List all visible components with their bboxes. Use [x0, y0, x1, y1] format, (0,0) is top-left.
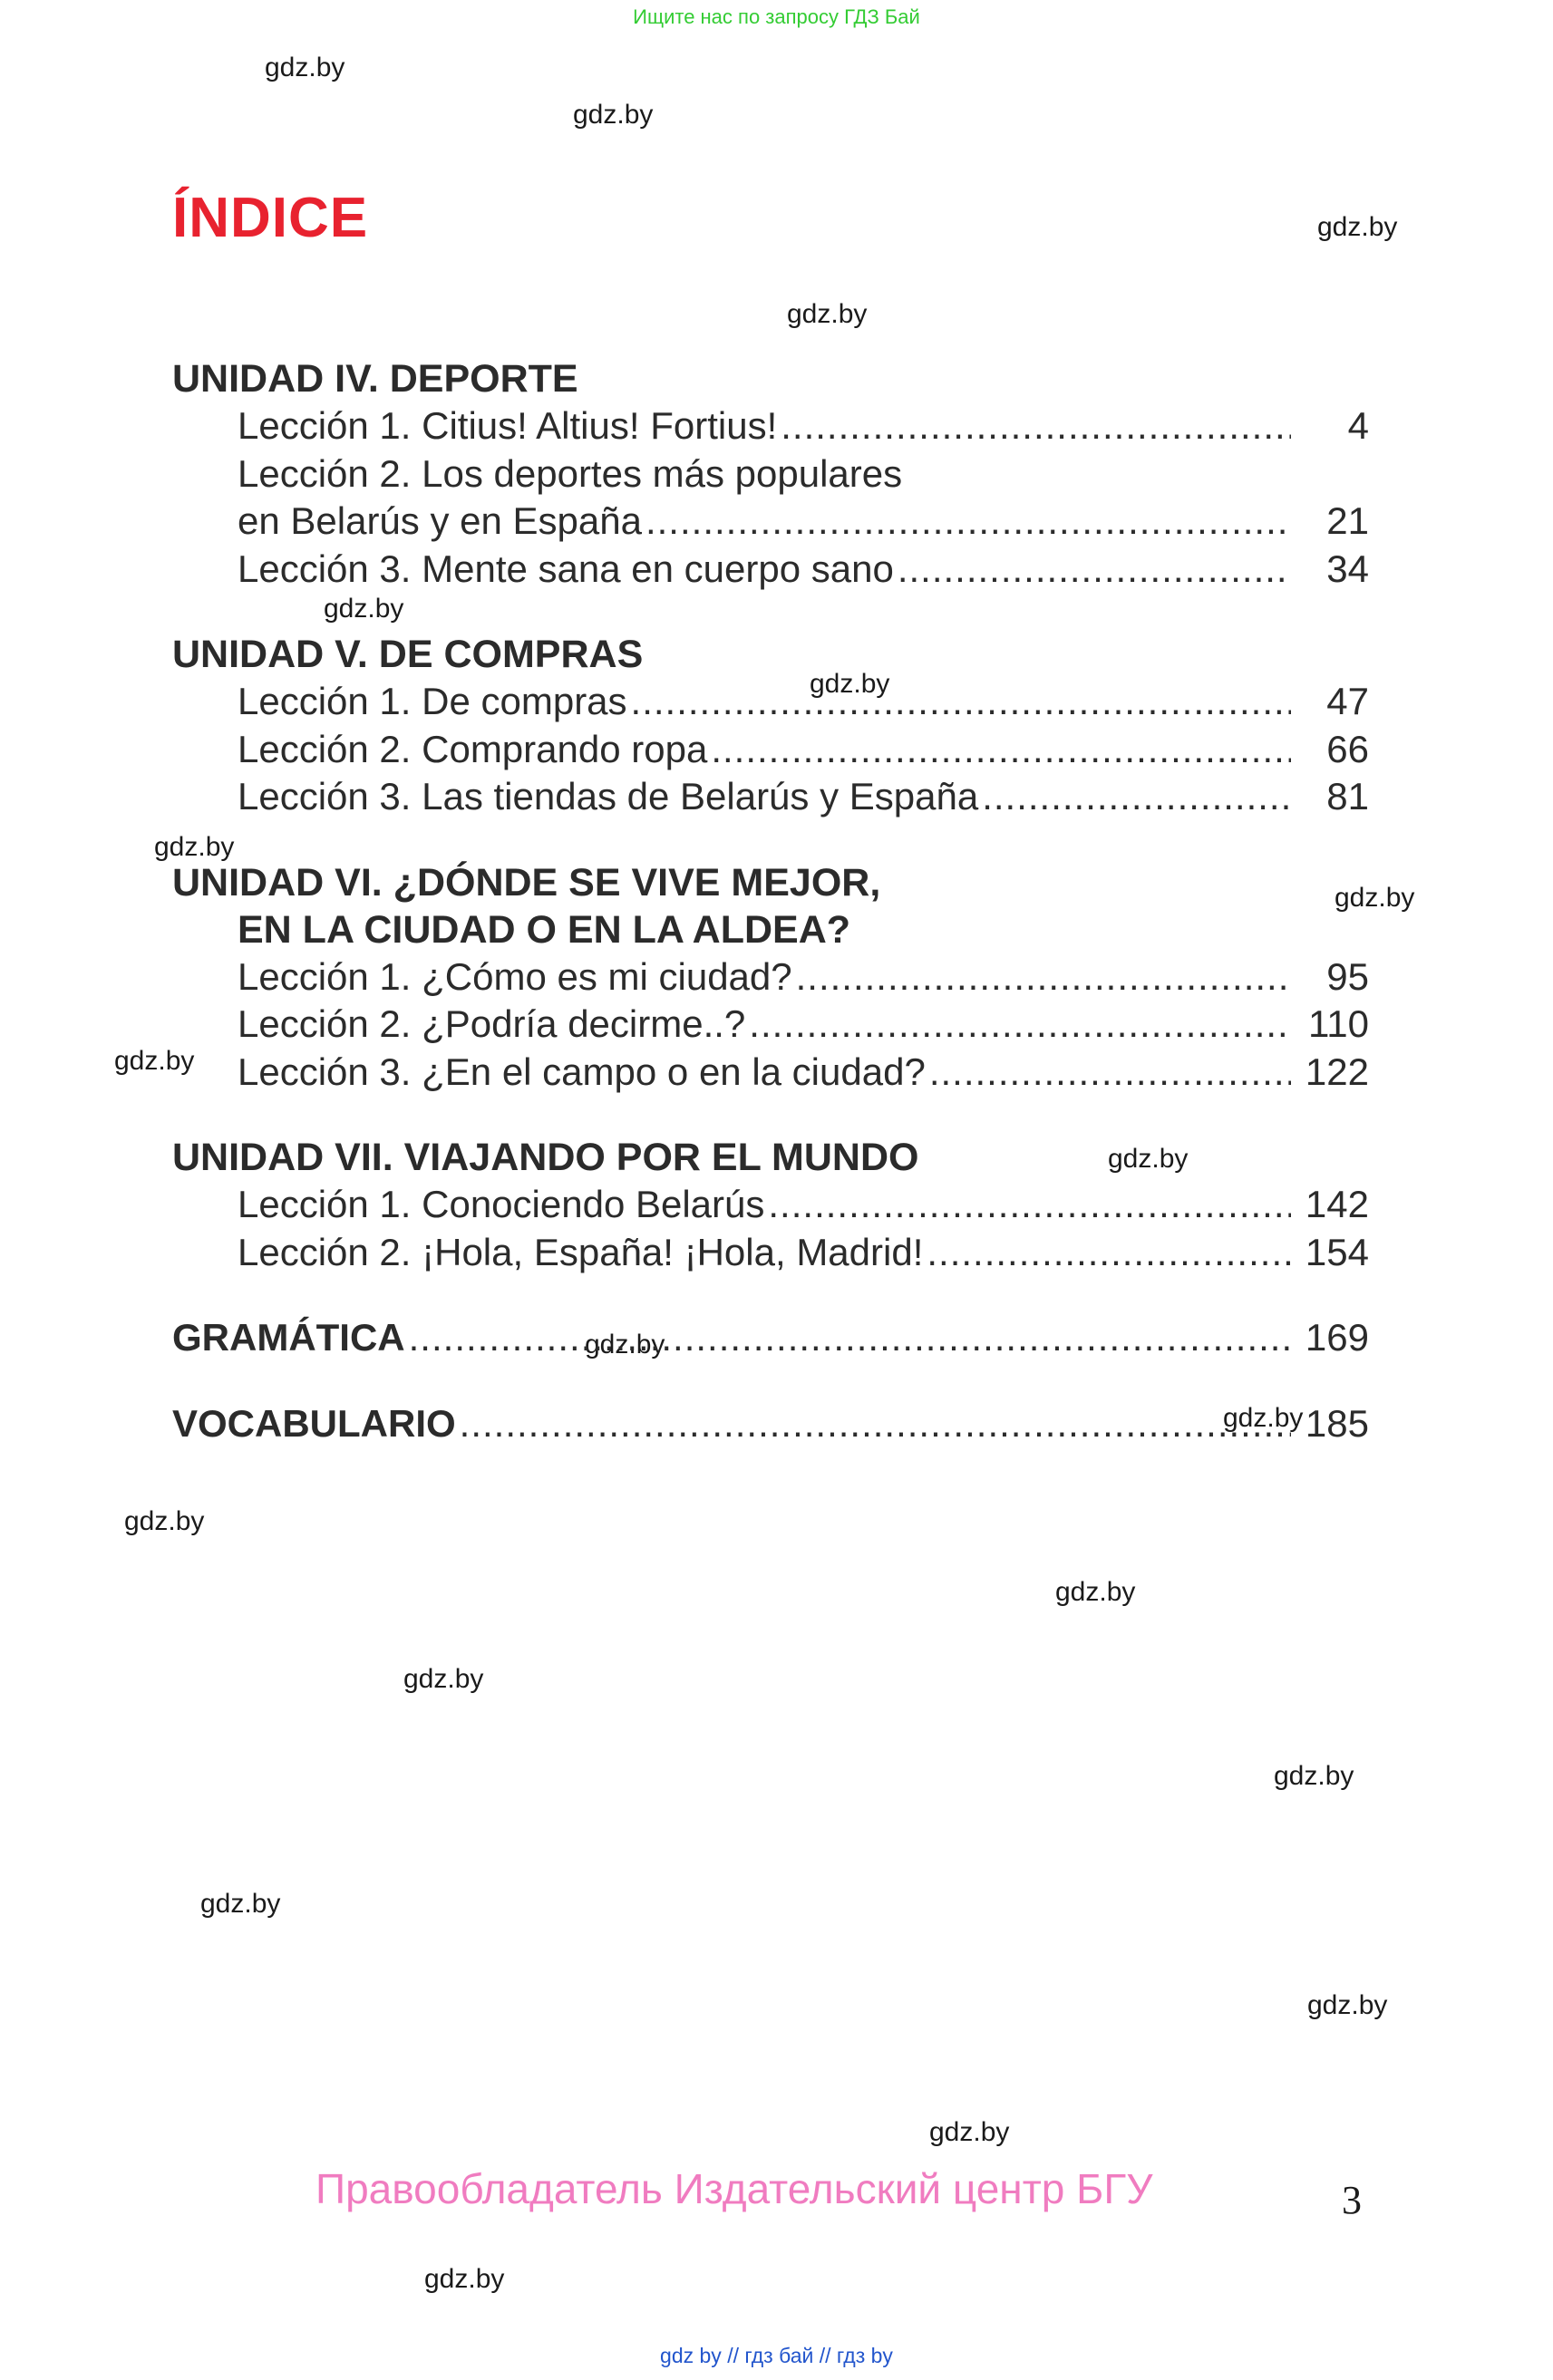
watermark: gdz.by	[124, 1506, 205, 1536]
unit-heading: UNIDAD IV. DEPORTE	[172, 357, 578, 401]
entry-page: 142	[1305, 1183, 1369, 1225]
watermark: gdz.by	[1317, 212, 1398, 242]
unit-heading: UNIDAD VII. VIAJANDO POR EL MUNDO	[172, 1136, 919, 1179]
dot-leader	[929, 1049, 1291, 1097]
toc-entry[interactable]	[172, 953, 1369, 1001]
watermark: gdz.by	[1055, 1577, 1136, 1607]
toc-entry-grammar[interactable]	[172, 1314, 1369, 1362]
toc-entry[interactable]	[172, 1181, 1369, 1229]
entry-page: 4	[1347, 404, 1369, 447]
entry-page: 185	[1305, 1401, 1369, 1445]
entry-label: Lección 2. Comprando ropa	[238, 727, 708, 770]
dot-leader	[749, 1001, 1291, 1049]
watermark: gdz.by	[324, 594, 404, 624]
entry-label: GRAMÁTICA	[172, 1316, 405, 1359]
watermark: gdz.by	[810, 669, 890, 699]
watermark: gdz.by	[200, 1889, 281, 1919]
page-number: 3	[1342, 2178, 1362, 2222]
toc-entry[interactable]	[172, 498, 1369, 546]
watermark: gdz.by	[154, 832, 235, 862]
watermark: gdz.by	[929, 2117, 1010, 2147]
toc-entry-vocabulary[interactable]	[172, 1400, 1369, 1448]
entry-label: Lección 3. Las tiendas de Belarús y España	[238, 775, 979, 818]
dot-leader	[631, 678, 1291, 726]
watermark: gdz.by	[1307, 1990, 1388, 2020]
entry-label: Lección 1. Citius! Altius! Fortius!	[238, 404, 778, 447]
watermark: gdz.by	[787, 299, 868, 329]
toc-entry[interactable]	[172, 678, 1369, 726]
dot-leader	[409, 1314, 1291, 1362]
toc-entry[interactable]	[172, 546, 1369, 594]
dot-leader	[460, 1400, 1291, 1448]
dot-leader	[982, 773, 1291, 821]
bottom-links[interactable]: gdz by // гдз бай // гдз by	[660, 2344, 893, 2367]
entry-label: Lección 1. De compras	[238, 680, 627, 722]
entry-page: 66	[1326, 727, 1369, 770]
watermark: gdz.by	[1223, 1403, 1304, 1433]
dot-leader	[645, 498, 1291, 546]
watermark: gdz.by	[573, 100, 654, 130]
entry-page: 154	[1305, 1230, 1369, 1273]
entry-page: 95	[1326, 954, 1369, 998]
entry-label: Lección 1. ¿Cómo es mi ciudad?	[238, 954, 792, 998]
watermark: gdz.by	[1274, 1761, 1354, 1791]
watermark: gdz.by	[265, 53, 345, 82]
entry-page: 21	[1326, 499, 1369, 542]
unit-vii	[172, 1134, 1369, 1276]
toc-entry[interactable]	[172, 1001, 1369, 1049]
entry-label: Lección 2. ¿Podría decirme..?	[238, 1002, 746, 1045]
entry-page: 34	[1326, 547, 1369, 590]
entry-label: Lección 3. Mente sana en cuerpo sano	[238, 547, 894, 590]
entry-label: Lección 1. Conociendo Belarús	[238, 1183, 765, 1225]
table-of-contents	[172, 355, 1369, 1485]
copyright-notice: Правообладатель Издательский центр БГУ	[315, 2165, 1153, 2212]
entry-page: 47	[1326, 680, 1369, 722]
top-banner[interactable]: Ищите нас по запросу ГДЗ Бай	[633, 5, 920, 28]
unit-heading: UNIDAD V. DE COMPRAS	[172, 633, 644, 676]
entry-label: Lección 3. ¿En el campo o en la ciudad?	[238, 1050, 926, 1093]
watermark: gdz.by	[403, 1664, 484, 1694]
dot-leader	[711, 726, 1291, 774]
unit-heading-line2: EN LA CIUDAD O EN LA ALDEA?	[238, 907, 851, 952]
toc-entry[interactable]	[172, 1229, 1369, 1277]
entry-page: 110	[1308, 1002, 1369, 1045]
page-title: ÍNDICE	[172, 187, 369, 249]
toc-entry[interactable]	[172, 773, 1369, 821]
entry-label: en Belarús y en España	[238, 499, 642, 542]
unit-v	[172, 631, 1369, 821]
toc-entry[interactable]	[172, 402, 1369, 450]
dot-leader	[781, 402, 1291, 450]
entry-page: 122	[1305, 1050, 1369, 1093]
toc-entry[interactable]	[172, 1049, 1369, 1097]
entry-label: Lección 2. Los deportes más populares	[238, 451, 903, 495]
watermark: gdz.by	[424, 2264, 505, 2294]
entry-label: VOCABULARIO	[172, 1401, 456, 1445]
watermark: gdz.by	[585, 1330, 665, 1359]
toc-entry[interactable]	[172, 726, 1369, 774]
entry-page: 81	[1326, 775, 1369, 818]
dot-leader	[796, 953, 1291, 1001]
dot-leader	[898, 546, 1291, 594]
unit-iv	[172, 355, 1369, 593]
watermark: gdz.by	[1108, 1144, 1189, 1174]
unit-vi	[172, 859, 1369, 1097]
vocabulary-section	[172, 1400, 1369, 1448]
grammar-section	[172, 1314, 1369, 1362]
dot-leader	[768, 1181, 1291, 1229]
entry-page: 169	[1305, 1316, 1369, 1359]
watermark: gdz.by	[1335, 883, 1415, 913]
watermark: gdz.by	[114, 1046, 195, 1076]
toc-entry[interactable]	[172, 450, 1369, 498]
unit-heading: UNIDAD VI. ¿DÓNDE SE VIVE MEJOR,	[172, 860, 881, 905]
dot-leader	[927, 1229, 1291, 1277]
entry-label: Lección 2. ¡Hola, España! ¡Hola, Madrid!	[238, 1230, 924, 1273]
